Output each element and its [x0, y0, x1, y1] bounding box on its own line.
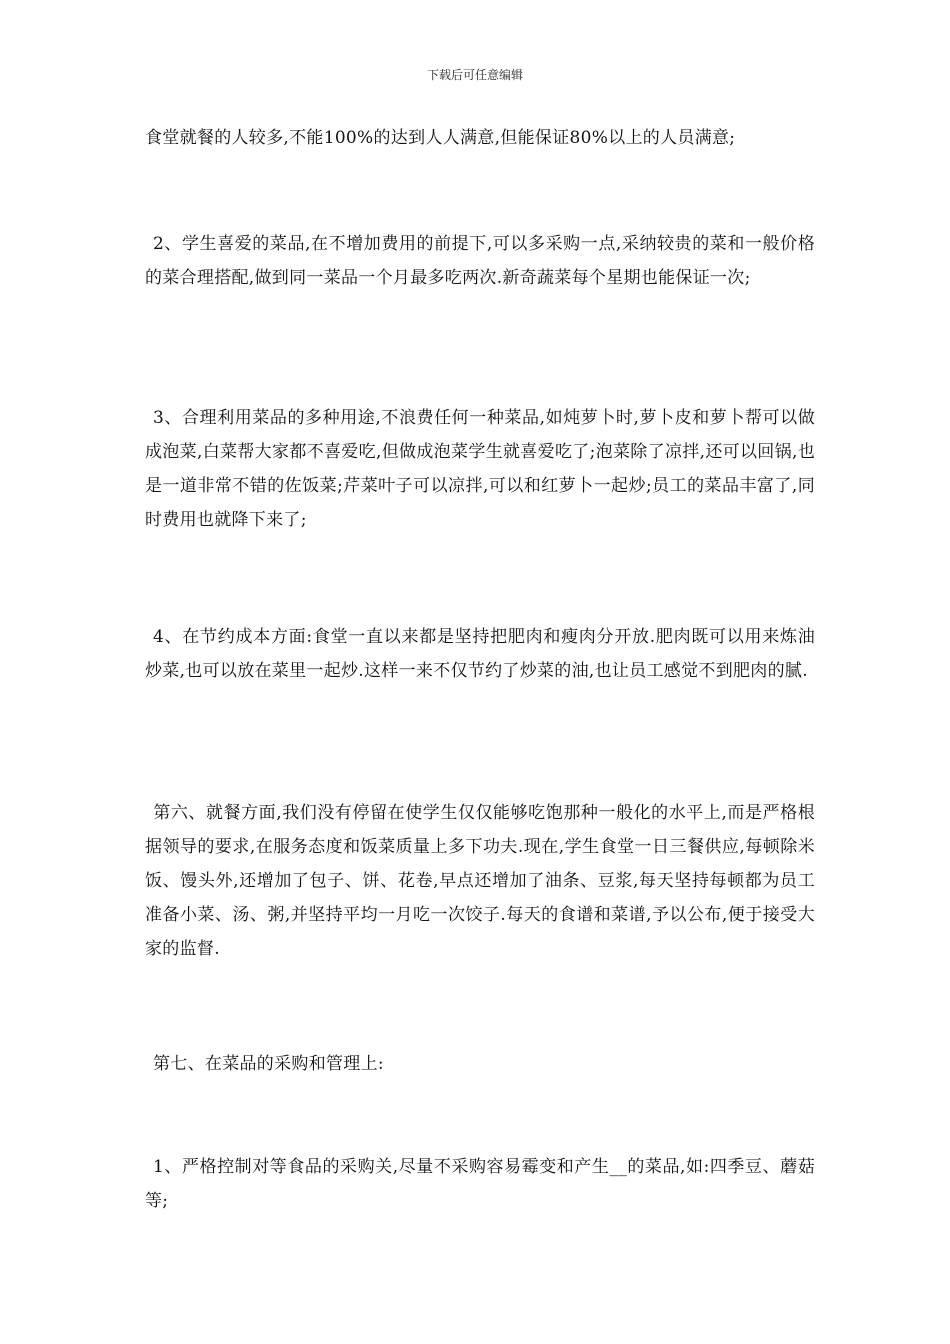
paragraph-2: [145, 227, 815, 295]
page-header-note: 下载后可任意编辑: [426, 68, 523, 82]
paragraph-1: 食堂就餐的人较多,不能100%的达到人人满意,但能保证80%以上的人员满意;: [145, 128, 736, 148]
paragraph-6-text: 第七、在菜品的采购和管理上:: [153, 1054, 384, 1074]
paragraph-6: [145, 1047, 815, 1081]
paragraph-7-text: 1、严格控制对等食品的采购关,尽量不采购容易霉变和产生__的菜品,如:四季豆、蘑菇等;: [145, 1157, 815, 1211]
paragraph-3-text: 3、合理利用菜品的多种用途,不浪费任何一种菜品,如炖萝卜时,萝卜皮和萝卜帮可以做成泡菜,白菜帮大家都不喜爱吃,但做成泡菜学生就喜爱吃了;泡菜除了凉拌,还可以回锅,也是一道非常不错的佐饭菜;芹菜叶子可以凉拌,可以和红萝卜一起炒;员工的菜品丰富了,同时费用也就降下来了;: [145, 408, 815, 530]
paragraph-5-text: 第六、就餐方面,我们没有停留在使学生仅仅能够吃饱那种一般化的水平上,而是严格根据领导的要求,在服务态度和饭菜质量上多下功夫.现在,学生食堂一日三餐供应,每顿除米饭、馒头外,还增加了包子、饼、花卷,早点还增加了油条、豆浆,每天坚持每顿都为员工准备小菜、汤、粥,并坚持平均一月吃一次饺子.每天的食谱和菜谱,予以公布,便于接受大家的监督.: [145, 803, 815, 959]
paragraph-2-text: 2、学生喜爱的菜品,在不增加费用的前提下,可以多采购一点,采纳较贵的菜和一般价格的菜合理搭配,做到同一菜品一个月最多吃两次.新奇蔬菜每个星期也能保证一次;: [145, 234, 815, 288]
paragraph-5: [145, 796, 815, 966]
paragraph-4: [145, 620, 815, 688]
paragraph-7: [145, 1150, 815, 1218]
paragraph-3: [145, 401, 815, 537]
paragraph-4-text: 4、在节约成本方面:食堂一直以来都是坚持把肥肉和瘦肉分开放.肥肉既可以用来炼油炒菜,也可以放在菜里一起炒.这样一来不仅节约了炒菜的油,也让员工感觉不到肥肉的腻.: [145, 627, 815, 681]
